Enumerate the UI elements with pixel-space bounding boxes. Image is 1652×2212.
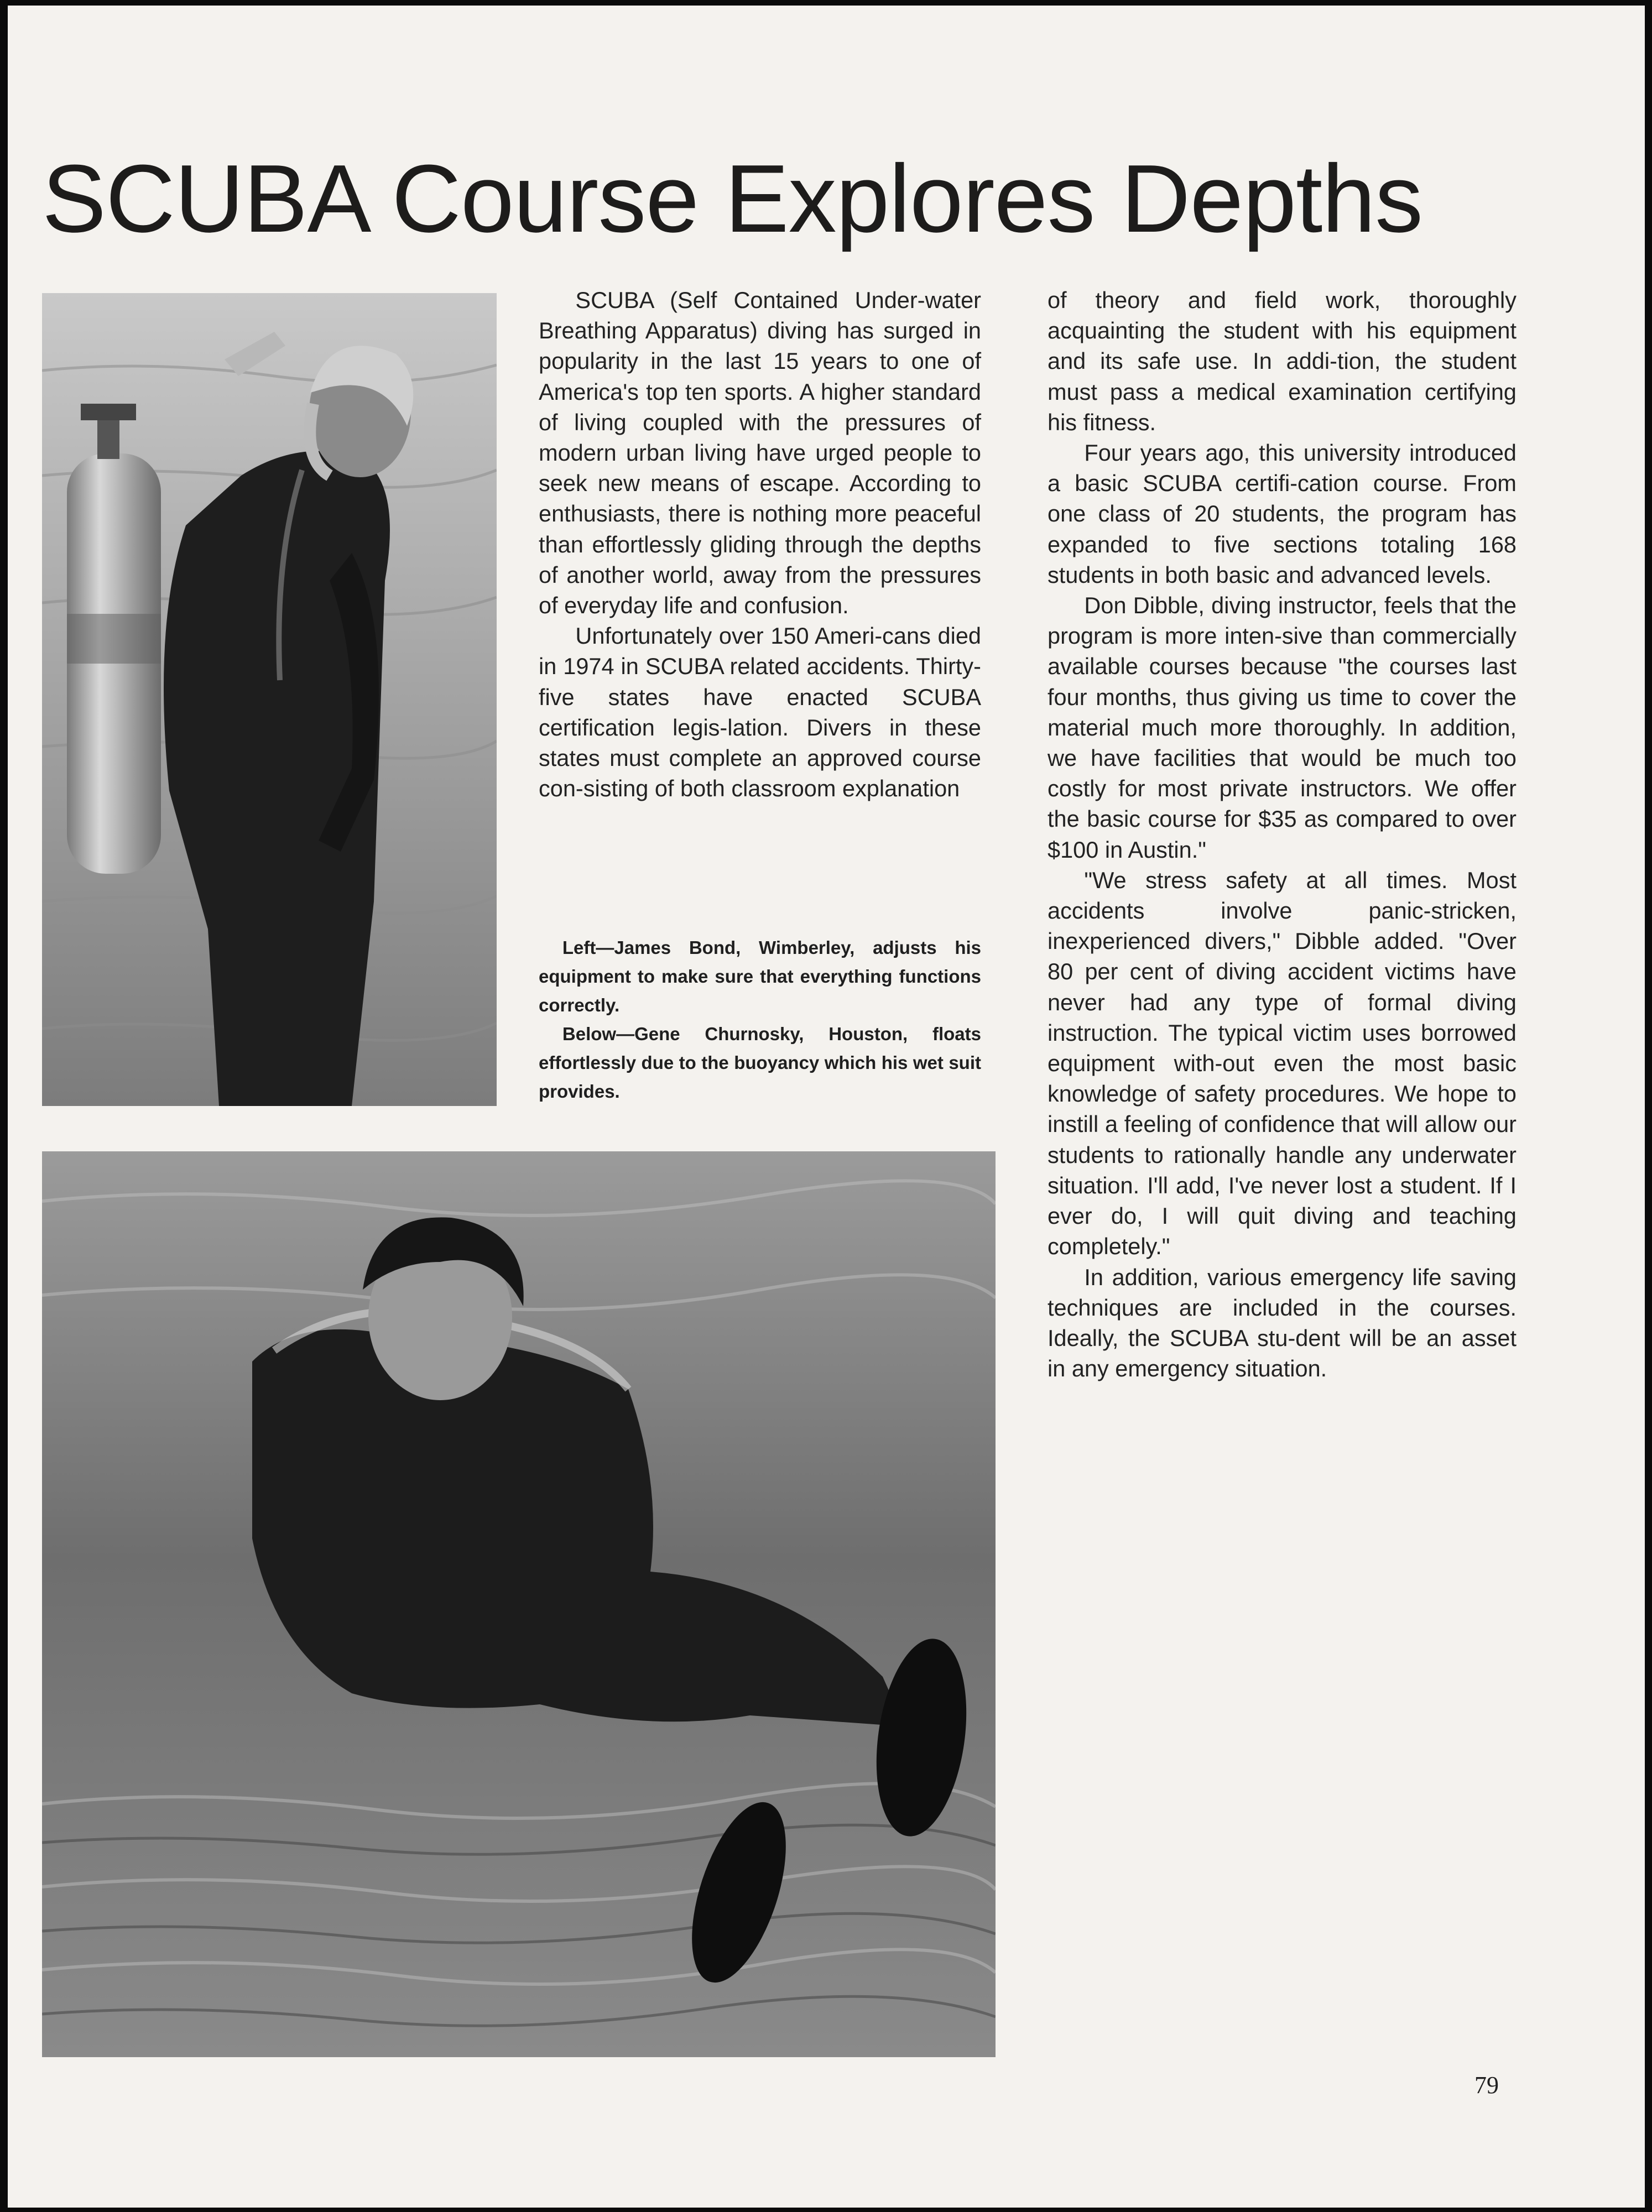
diver-standing-photo bbox=[42, 293, 497, 1106]
paragraph: "We stress safety at all times. Most accidents involve panic-stricken, inexperienced divers," Dibble added. "Over 80 per cent of diving accident victims have never had any type of formal diving instruction. The typical victim uses borrowed equipment with-out even the most basic knowledge of safety procedures. We hope to instill a feeling of confidence that will allow our students to rationally handle any underwater situation. I'll add, I've never lost a student. If I ever do, I will quit diving and teaching completely." bbox=[1048, 867, 1516, 1260]
paragraph: Don Dibble, diving instructor, feels that the program is more inten-sive than commercially available courses because "the courses last four months, thus giving us time to cover the material much more thoroughly. In addition, we have facilities that would be much too costly for most private instructors. We offer the basic course for $35 as compared to over $100 in Austin." bbox=[1048, 592, 1516, 863]
paragraph: Unfortunately over 150 Ameri-cans died in 1974 in SCUBA related accidents. Thirty-five states have enacted SCUBA certification legis-lation. Divers in these states must complete an approved course con-sisting of both classroom explanation bbox=[539, 623, 981, 802]
yearbook-page bbox=[8, 6, 1645, 2208]
headline: SCUBA Course Explores Depths bbox=[42, 144, 1423, 252]
caption-left: Left—James Bond, Wimberley, adjusts his equipment to make sure that everything functions correctly. bbox=[539, 937, 981, 1015]
paragraph: Four years ago, this university introduced a basic SCUBA certifi-cation course. From one class of 20 students, the program has expanded to five sections totaling 168 students in both basic and advanced levels. bbox=[1048, 440, 1516, 588]
paragraph: In addition, various emergency life saving techniques are included in the courses. Ideally, the SCUBA stu-dent will be an asset in any emergency situation. bbox=[1048, 1264, 1516, 1382]
article-column-1 bbox=[539, 285, 981, 804]
paragraph: SCUBA (Self Contained Under-water Breathing Apparatus) diving has surged in popularity in the last 15 years to one of America's top ten sports. A higher standard of living coupled with the pressures of modern urban living have urged people to seek new means of escape. According to enthusiasts, there is nothing more peaceful than effortlessly gliding through the depths of another world, away from the pressures of everyday life and confusion. bbox=[539, 287, 981, 619]
paragraph: of theory and field work, thoroughly acquainting the student with his equipment and its safe use. In addi-tion, the student must pass a medical examination certifying his fitness. bbox=[1048, 287, 1516, 435]
diver-floating-photo bbox=[42, 1151, 996, 2057]
caption-below: Below—Gene Churnosky, Houston, floats effortlessly due to the buoyancy which his wet suit provides. bbox=[539, 1024, 981, 1102]
photo-captions bbox=[539, 933, 981, 1106]
article-column-2 bbox=[1048, 285, 1516, 1384]
page-number: 79 bbox=[1474, 2072, 1499, 2099]
